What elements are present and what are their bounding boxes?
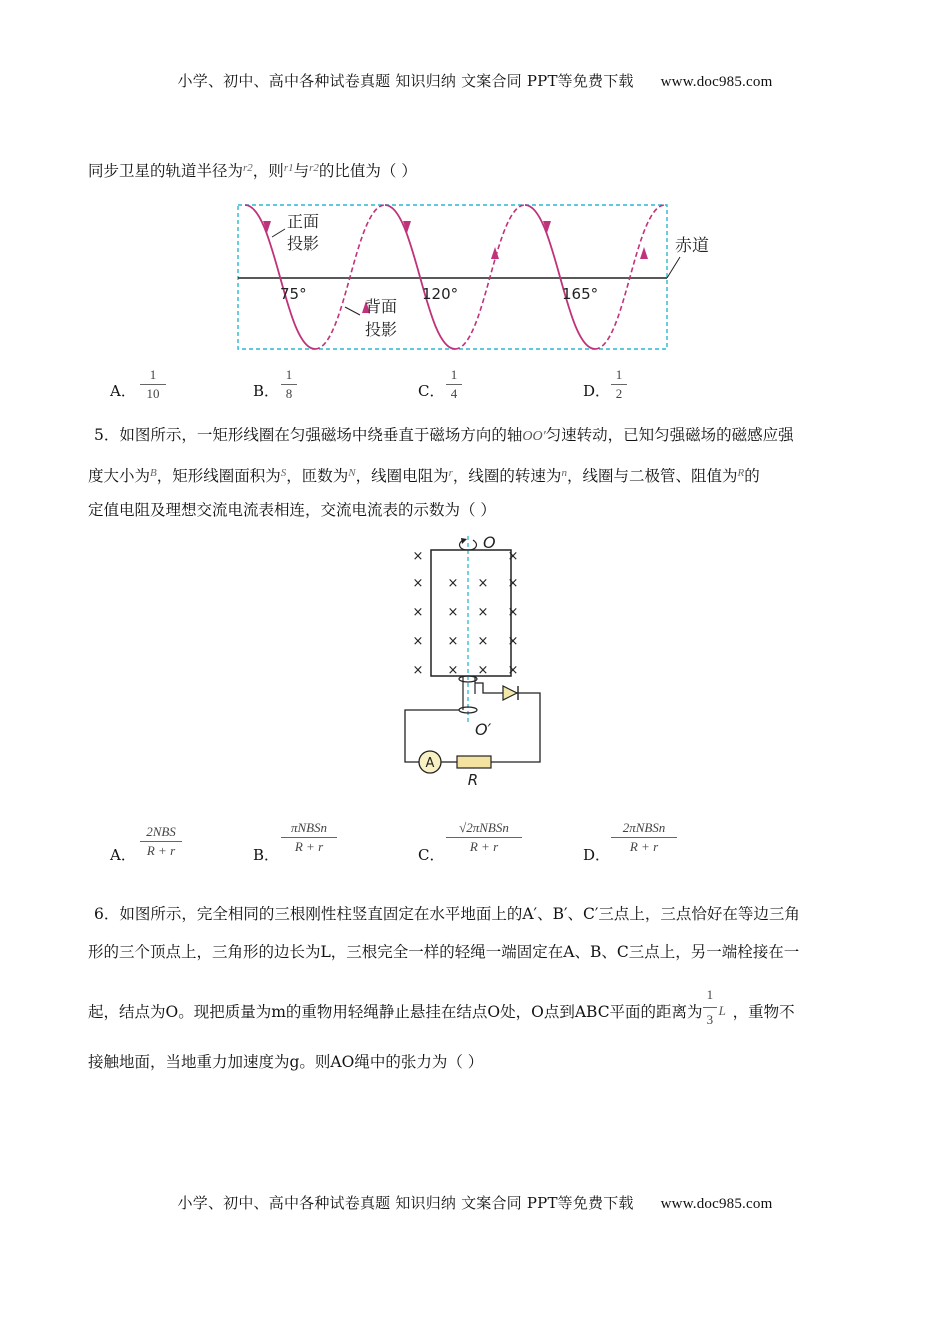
angle-label-165: 165° [562,285,599,303]
resistor-label: R [467,771,479,789]
svg-text:×: × [477,576,489,591]
arrow-up-3 [640,247,648,259]
angle-label-120: 120° [422,285,459,303]
q5-option-c-label: C． [418,846,445,864]
magnetic-field-marks [413,549,519,678]
q5-option-d-num: 2πNBSn [622,820,666,835]
q5-option-d-fraction [611,820,677,855]
svg-text:×: × [412,576,424,591]
coil-circuit-figure [395,530,555,790]
svg-text:×: × [412,549,424,564]
svg-text:×: × [447,605,459,620]
q5-option-a-num: 2NBS [146,824,176,839]
q4-option-a-label: A． [110,382,136,400]
q4-option-d-den: 2 [615,386,623,401]
equator-label: 赤道 [675,236,709,256]
q4-option-b-label: B． [253,382,280,400]
q4-option-d-label: D． [583,382,611,400]
q4-text-d: 的比值为（ ） [318,162,417,180]
svg-text:×: × [507,576,519,591]
q5-N-symbol: N [348,467,356,479]
front-label-2: 投影 [287,234,320,253]
q4-stem [88,157,868,182]
header-text: 小学、初中、高中各种试卷真题 知识归纳 文案合同 PPT等免费下载 [177,72,634,90]
q5-option-b-num: πNBSn [290,820,328,835]
q6-line3b: ，重物不 [732,1003,795,1021]
q5-line2e: ，线圈的转速为 [452,467,562,485]
q6-line-1: 6．如图所示，完全相同的三根刚性柱竖直固定在水平地面上的A′、B′、C′三点上，三点恰好在等边三角 [94,905,800,923]
diode-symbol [503,686,517,700]
q5-option-a-label: A． [110,846,136,864]
q4-option-a-num: 1 [149,367,157,382]
footer-text: 小学、初中、高中各种试卷真题 知识归纳 文案合同 PPT等免费下载 [177,1194,634,1212]
q4-option-d-fraction [611,367,627,402]
q5-option-c-num: √2πNBSn [459,820,509,835]
q5-line1b: 匀速转动，已知匀强磁场的磁感应强 [545,426,794,444]
q5-option-b-label: B． [253,846,280,864]
q5-option-d-label: D． [583,846,611,864]
footer-site[interactable]: www.doc985.com [660,1196,773,1212]
q5-option-a-fraction [140,824,182,859]
q5-n-symbol: n [561,467,567,479]
svg-text:×: × [477,605,489,620]
svg-text:×: × [507,634,519,649]
svg-text:×: × [447,634,459,649]
q6-line-2: 形的三个顶点上，三角形的边长为L，三根完全一样的轻绳一端固定在A、B、C三点上，另一端栓接在一 [88,943,800,961]
q6-line-3 [88,987,868,1027]
q4-r1-symbol: r1 [283,162,294,174]
q5-R-symbol: R [737,467,745,479]
axis-label-top: O [483,533,496,552]
svg-text:×: × [477,634,489,649]
q5-S-symbol: S [280,467,287,479]
q4-text-a: 同步卫星的轨道半径为 [88,162,244,180]
q4-text-c: 与 [293,162,310,180]
angle-label-75: 75° [280,285,307,303]
q4-option-b-num: 1 [285,367,293,382]
front-projection-3 [525,205,595,349]
svg-text:×: × [447,663,459,678]
q5-line2c: ，匝数为 [286,467,349,485]
rectangular-coil [431,550,511,676]
svg-text:×: × [447,576,459,591]
q6-line3a: 起，结点为O。现把质量为m的重物用轻绳静止悬挂在结点O处，O点到ABC平面的距离为 [88,1003,703,1021]
q5-option-b-fraction [281,820,337,855]
q5-r-symbol: r [448,467,453,479]
q5-option-b-den: R + r [294,839,324,854]
q5-B-symbol: B [150,467,157,479]
q5-line1a: 5．如图所示，一矩形线圈在匀强磁场中绕垂直于磁场方向的轴 [94,426,523,444]
header-site[interactable]: www.doc985.com [660,74,773,90]
q5-line2a: 度大小为 [88,467,151,485]
q4-option-b-den: 8 [285,386,293,401]
equator-leader [667,257,680,278]
q6-frac-num: 1 [706,987,714,1002]
q4-option-b-fraction [281,367,297,402]
q4-option-a-fraction [140,367,166,402]
q5-line2g: 的 [744,467,760,485]
ground-track-figure [225,195,725,360]
q4-r2b-symbol: r2 [309,162,319,174]
front-label-leader [272,229,285,237]
svg-text:×: × [507,549,519,564]
q5-option-a-den: R + r [146,843,176,858]
front-label-1: 正面 [287,212,320,231]
back-label-2: 投影 [365,320,398,339]
q6-distance-fraction [703,987,733,1027]
svg-text:×: × [507,663,519,678]
q6-frac-den: 3 [706,1012,714,1027]
rotation-arrowhead [461,538,467,544]
q4-option-c-num: 1 [450,367,458,382]
q5-line-2 [88,462,868,487]
q5-line2d: ，线圈电阻为 [355,467,449,485]
q4-option-c-den: 4 [450,386,458,401]
q6-frac-L: L [718,1003,726,1018]
q5-line2f: ，线圈与二极管、阻值为 [566,467,738,485]
svg-text:×: × [477,663,489,678]
axis-label-bottom: O′ [475,720,492,739]
resistor [457,756,491,768]
svg-text:×: × [412,634,424,649]
svg-text:×: × [412,605,424,620]
back-label-1: 背面 [365,297,398,316]
q5-line2b: ，矩形线圈面积为 [156,467,281,485]
q4-option-c-fraction [446,367,462,402]
q4-text-b: ，则 [252,162,284,180]
back-label-leader [345,307,360,315]
q5-option-c-fraction [446,820,522,855]
q5-line-3: 定值电阻及理想交流电流表相连，交流电流表的示数为（ ） [88,501,496,519]
q6-line-4: 接触地面，当地重力加速度为g。则AO绳中的张力为（ ） [88,1053,484,1071]
page-footer [0,1192,950,1213]
q5-line-1 [94,424,874,448]
q4-option-d-num: 1 [615,367,623,382]
q4-option-c-label: C． [418,382,445,400]
q4-r2-symbol: r2 [243,162,253,174]
back-projection-3 [595,205,665,349]
q4-option-a-den: 10 [146,386,160,401]
ammeter-label: A [425,756,435,771]
q5-axis-symbol: OO′ [522,429,546,444]
svg-text:×: × [412,663,424,678]
back-projection-2 [455,205,525,349]
page-header [0,70,950,91]
q5-option-d-den: R + r [629,839,659,854]
svg-text:×: × [507,605,519,620]
q5-option-c-den: R + r [469,839,499,854]
